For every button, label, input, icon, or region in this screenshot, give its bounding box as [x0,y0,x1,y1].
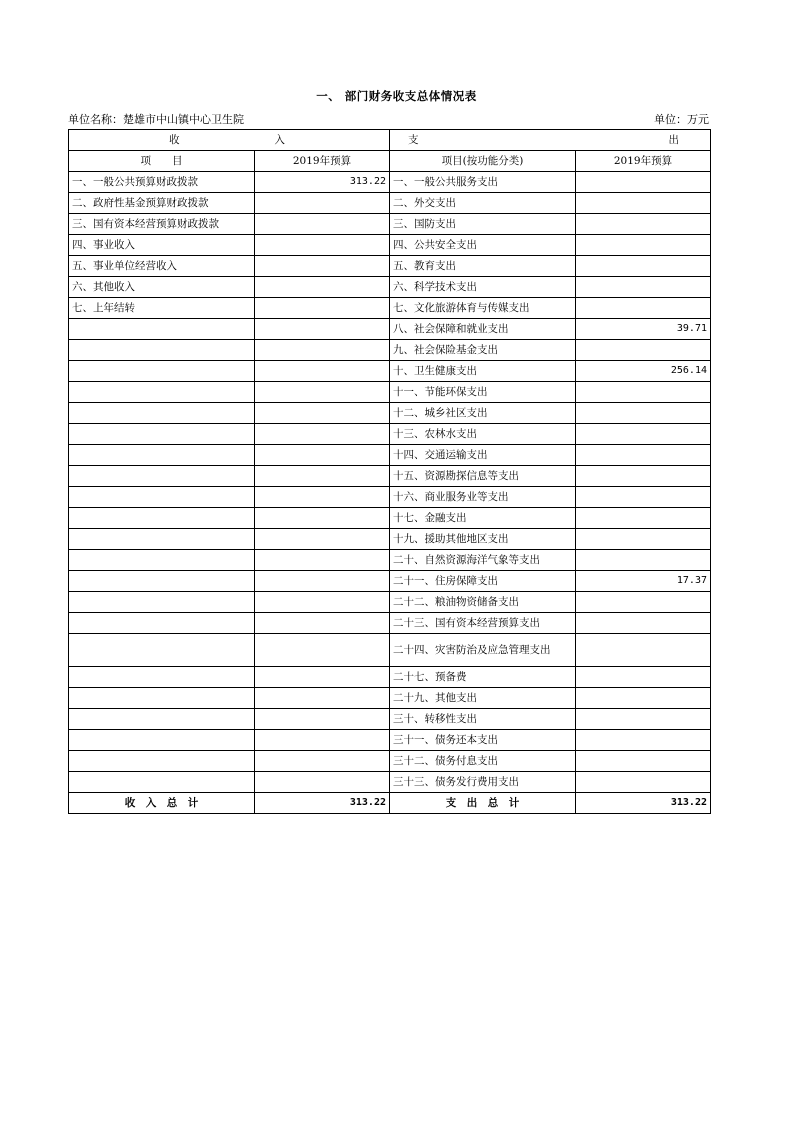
income-value-cell [255,466,390,487]
expense-value-cell [576,688,711,709]
table-row [69,193,711,214]
table-row [69,571,711,592]
expense-item-cell: 二十三、国有资本经营预算支出 [390,613,576,634]
table-row [69,688,711,709]
expense-item-cell: 十一、节能环保支出 [390,382,576,403]
expense-header-left: 支 [408,134,419,146]
expense-item-cell: 二十九、其他支出 [390,688,576,709]
table-row [69,403,711,424]
expense-item-cell: 十七、金融支出 [390,508,576,529]
expense-value-cell [576,508,711,529]
expense-value-cell [576,592,711,613]
expense-item-cell: 十五、资源勘探信息等支出 [390,466,576,487]
table-row [69,667,711,688]
income-value-cell [255,319,390,340]
income-item-cell: 二、政府性基金预算财政拨款 [69,193,255,214]
page-title: 一、 部门财务收支总体情况表 [316,89,477,103]
table-row [69,361,711,382]
income-value-cell [255,772,390,793]
expense-value-cell [576,709,711,730]
expense-item-cell: 二十二、粮油物资储备支出 [390,592,576,613]
table-row [69,613,711,634]
col-header-item: 项 目 [69,151,255,172]
expense-header-right: 出 [668,134,679,146]
income-total-value: 313.22 [255,793,390,814]
income-item-cell [69,592,255,613]
expense-item-cell: 八、社会保障和就业支出 [390,319,576,340]
expense-value-cell [576,613,711,634]
expense-item-cell: 十四、交通运输支出 [390,445,576,466]
income-item-cell: 七、上年结转 [69,298,255,319]
table-row [69,340,711,361]
expense-item-cell: 十三、农林水支出 [390,424,576,445]
income-value-cell [255,382,390,403]
expense-item-cell: 三十、转移性支出 [390,709,576,730]
income-value-cell [255,424,390,445]
expense-value-cell [576,298,711,319]
income-item-cell: 三、国有资本经营预算财政拨款 [69,214,255,235]
expense-item-cell: 六、科学技术支出 [390,277,576,298]
income-header-right: 入 [274,134,285,146]
income-item-cell [69,361,255,382]
table-row [69,319,711,340]
expense-value-cell [576,403,711,424]
expense-value-cell [576,634,711,667]
expense-total-value: 313.22 [576,793,711,814]
expense-item-cell: 一、一般公共服务支出 [390,172,576,193]
income-value-cell [255,445,390,466]
expense-value-cell [576,487,711,508]
table-row [69,256,711,277]
income-item-cell: 一、一般公共预算财政拨款 [69,172,255,193]
table-row [69,382,711,403]
income-value-cell [255,508,390,529]
table-row [69,424,711,445]
expense-item-cell: 二十七、预备费 [390,667,576,688]
expense-total-label: 支 出 总 计 [390,793,576,814]
income-value-cell [255,592,390,613]
column-header-row [69,151,711,172]
expense-item-cell: 九、社会保险基金支出 [390,340,576,361]
income-value-cell [255,361,390,382]
table-row [69,214,711,235]
expense-value-cell: 39.71 [576,319,711,340]
income-value-cell [255,256,390,277]
expense-value-cell [576,529,711,550]
expense-value-cell: 256.14 [576,361,711,382]
table-row [69,277,711,298]
income-item-cell [69,508,255,529]
expense-item-cell: 三十三、债务发行费用支出 [390,772,576,793]
expense-item-cell: 十九、援助其他地区支出 [390,529,576,550]
income-header-left: 收 [169,134,180,146]
income-item-cell [69,487,255,508]
table-row [69,751,711,772]
income-value-cell [255,277,390,298]
table-row [69,487,711,508]
expense-item-cell: 三十二、债务付息支出 [390,751,576,772]
expense-value-cell [576,193,711,214]
total-row [69,793,711,814]
table-row [69,592,711,613]
finance-summary-table [68,129,711,814]
income-item-cell [69,529,255,550]
income-item-cell [69,319,255,340]
expense-value-cell [576,424,711,445]
section-header-row [69,130,711,151]
expense-value-cell: 17.37 [576,571,711,592]
income-value-cell [255,709,390,730]
expense-item-cell: 二、外交支出 [390,193,576,214]
expense-value-cell [576,445,711,466]
expense-value-cell [576,172,711,193]
table-row [69,172,711,193]
income-value-cell [255,235,390,256]
expense-item-cell: 五、教育支出 [390,256,576,277]
income-value-cell: 313.22 [255,172,390,193]
table-row [69,235,711,256]
income-item-cell: 四、事业收入 [69,235,255,256]
currency-unit: 单位：万元 [654,113,709,126]
table-row [69,709,711,730]
income-item-cell: 六、其他收入 [69,277,255,298]
income-item-cell [69,466,255,487]
income-total-label: 收 入 总 计 [69,793,255,814]
expense-value-cell [576,214,711,235]
income-item-cell [69,382,255,403]
unit-info-row [68,111,709,127]
table-row [69,634,711,667]
expense-value-cell [576,550,711,571]
expense-item-cell: 三、国防支出 [390,214,576,235]
income-item-cell [69,613,255,634]
table-row [69,772,711,793]
expense-item-cell: 二十、自然资源海洋气象等支出 [390,550,576,571]
table-row [69,445,711,466]
income-value-cell [255,667,390,688]
income-value-cell [255,751,390,772]
table-row [69,298,711,319]
income-item-cell [69,751,255,772]
income-value-cell [255,634,390,667]
expense-item-cell: 四、公共安全支出 [390,235,576,256]
income-value-cell [255,487,390,508]
expense-value-cell [576,667,711,688]
col-header-budget2: 2019年预算 [576,151,711,172]
table-row [69,466,711,487]
table-row [69,529,711,550]
expense-item-cell: 十、卫生健康支出 [390,361,576,382]
income-item-cell [69,445,255,466]
table-row [69,550,711,571]
income-value-cell [255,571,390,592]
expense-item-cell: 二十四、灾害防治及应急管理支出 [390,634,576,667]
col-header-function: 项目(按功能分类) [390,151,576,172]
income-value-cell [255,340,390,361]
income-item-cell [69,772,255,793]
expense-item-cell: 十二、城乡社区支出 [390,403,576,424]
expense-value-cell [576,235,711,256]
income-item-cell [69,667,255,688]
unit-name: 单位名称：楚雄市中山镇中心卫生院 [68,113,244,126]
income-item-cell [69,634,255,667]
income-value-cell [255,193,390,214]
expense-item-cell: 二十一、住房保障支出 [390,571,576,592]
expense-value-cell [576,382,711,403]
income-value-cell [255,529,390,550]
income-item-cell [69,550,255,571]
income-item-cell [69,688,255,709]
expense-section-header [390,130,711,151]
expense-value-cell [576,340,711,361]
table-row [69,730,711,751]
income-value-cell [255,214,390,235]
expense-value-cell [576,277,711,298]
table-row [69,508,711,529]
income-item-cell: 五、事业单位经营收入 [69,256,255,277]
income-item-cell [69,340,255,361]
income-value-cell [255,688,390,709]
income-value-cell [255,550,390,571]
expense-value-cell [576,466,711,487]
income-item-cell [69,571,255,592]
col-header-budget: 2019年预算 [255,151,390,172]
expense-item-cell: 十六、商业服务业等支出 [390,487,576,508]
expense-item-cell: 七、文化旅游体育与传媒支出 [390,298,576,319]
income-item-cell [69,424,255,445]
expense-value-cell [576,751,711,772]
expense-item-cell: 三十一、债务还本支出 [390,730,576,751]
income-item-cell [69,709,255,730]
income-section-header [69,130,390,151]
income-value-cell [255,403,390,424]
expense-value-cell [576,730,711,751]
income-value-cell [255,298,390,319]
income-item-cell [69,730,255,751]
expense-value-cell [576,772,711,793]
income-value-cell [255,613,390,634]
income-item-cell [69,403,255,424]
income-value-cell [255,730,390,751]
expense-value-cell [576,256,711,277]
